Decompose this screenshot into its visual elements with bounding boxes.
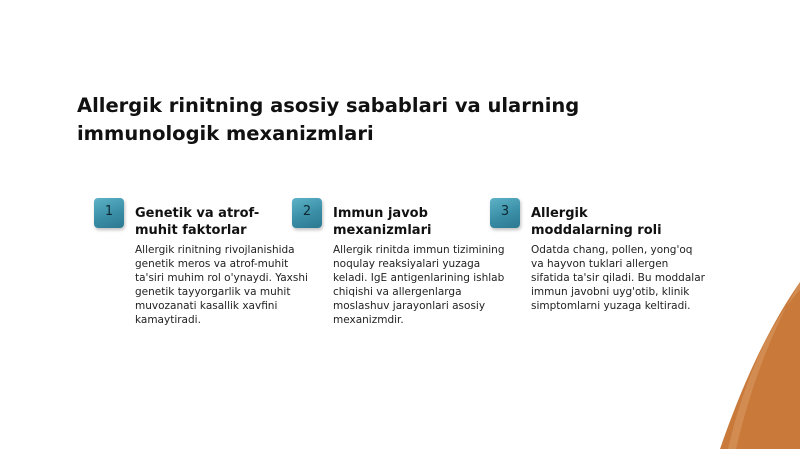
card-title: Allergik moddalarning roli	[531, 206, 662, 238]
number-badge: 2	[292, 198, 322, 228]
card-title: Immun javob mexanizmlari	[333, 206, 432, 238]
card-description: Allergik rinitda immun tizimining noqulay reaksiyalari yuzaga keladi. IgE antigenlarining ishlab chiqishi va allergenlarga moslashuv jarayonlari asosiy mexanizmdir.	[333, 244, 505, 326]
card-description: Odatda chang, pollen, yong'oq va hayvon tuklari allergen sifatida ta'sir qiladi. Bu moddalar immun javobni uyg'otib, klinik simptomlarni yuzaga keltiradi.	[531, 244, 705, 312]
number-badge: 1	[94, 198, 124, 228]
slide-title: Allergik rinitning asosiy sabablari va ularning immunologik mexanizmlari	[77, 94, 580, 145]
card-title: Genetik va atrof-muhit faktorlar	[135, 206, 260, 238]
number-badge: 3	[490, 198, 520, 228]
card-description: Allergik rinitning rivojlanishida genetik meros va atrof-muhit ta'siri muhim rol o'ynaydi. Yaxshi genetik tayyorgarlik va muhit muvozanati kasallik xavfini kamaytiradi.	[135, 244, 308, 326]
